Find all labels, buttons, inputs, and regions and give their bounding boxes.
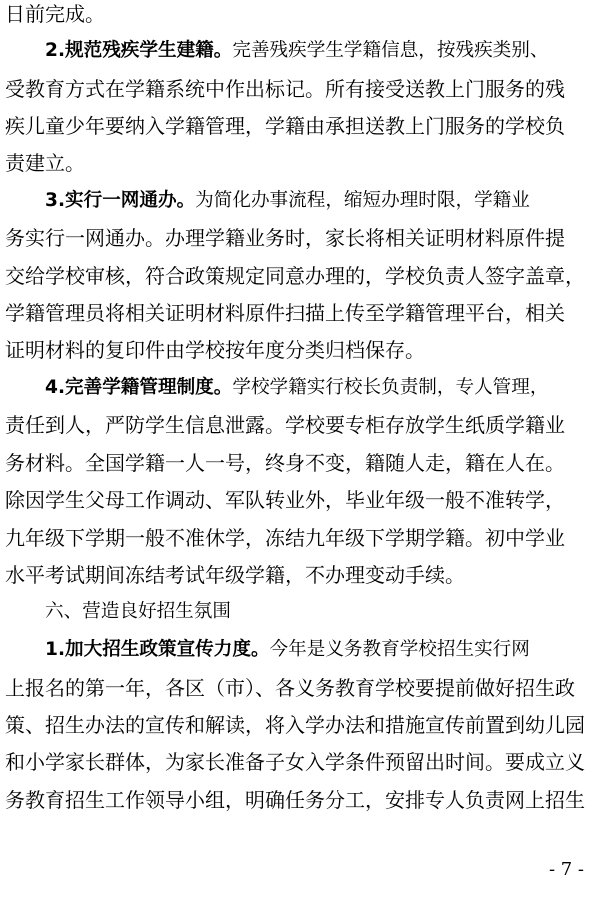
item-heading: 2.规范残疾学生建籍。 — [45, 40, 233, 61]
item-heading: 3.实行一网通办。 — [45, 190, 196, 211]
line-text: 日前完成。 — [5, 2, 105, 26]
line-text: 责任到人，严防学生信息泄露。学校要专柜存放学生纸质学籍业 — [5, 413, 565, 437]
item-heading: 1.加大招生政策宣传力度。 — [45, 639, 270, 660]
item-heading: 4.完善学籍管理制度。 — [45, 377, 233, 398]
line-text: 责建立。 — [5, 151, 85, 175]
line-text: 水平考试期间冻结考试年级学籍，不办理变动手续。 — [5, 563, 465, 587]
line-text: 学校学籍实行校长负责制，专人管理， — [232, 377, 549, 398]
line-text: 学籍管理员将相关证明材料原件扫描上传至学籍管理平台，相关 — [5, 301, 565, 325]
line-text: 策、招生办法的宣传和解读，将入学办法和措施宣传前置到幼儿园 — [5, 713, 585, 737]
line-text: 疾儿童少年要纳入学籍管理，学籍由承担送教上门服务的学校负 — [5, 114, 565, 138]
line-text: 证明材料的复印件由学校按年度分类归档保存。 — [5, 338, 425, 362]
line-text: 和小学家长群体，为家长准备子女入学条件预留出时间。要成立义 — [5, 750, 585, 774]
line-text: 上报名的第一年，各区（市）、各义务教育学校要提前做好招生政 — [5, 676, 575, 700]
line-text: 完善残疾学生学籍信息，按残疾类别、 — [232, 40, 549, 61]
line-text: 为简化办事流程，缩短办理时限，学籍业 — [195, 190, 530, 211]
line-text: 务教育招生工作领导小组，明确任务分工，安排专人负责网上招生 — [5, 788, 585, 812]
line-text: 今年是义务教育学校招生实行网 — [269, 639, 530, 660]
line-text: 除因学生父母工作调动、军队转业外，毕业年级一般不准转学， — [5, 488, 565, 512]
page-number: - 7 - — [548, 859, 584, 880]
line-text: 交给学校审核，符合政策规定同意办理的，学校负责人签字盖章， — [5, 264, 585, 288]
line-text: 务实行一网通办。办理学籍业务时，家长将相关证明材料原件提 — [5, 226, 565, 250]
line-text: 受教育方式在学籍系统中作出标记。所有接受送教上门服务的残 — [5, 77, 565, 101]
line-text: 九年级下学期一般不准休学，冻结九年级下学期学籍。初中学业 — [5, 526, 565, 550]
section-heading: 六、营造良好招生氛围 — [45, 601, 231, 622]
text-line — [5, 778, 609, 822]
line-text: 务材料。全国学籍一人一号，终身不变，籍随人走，籍在人在。 — [5, 451, 565, 475]
